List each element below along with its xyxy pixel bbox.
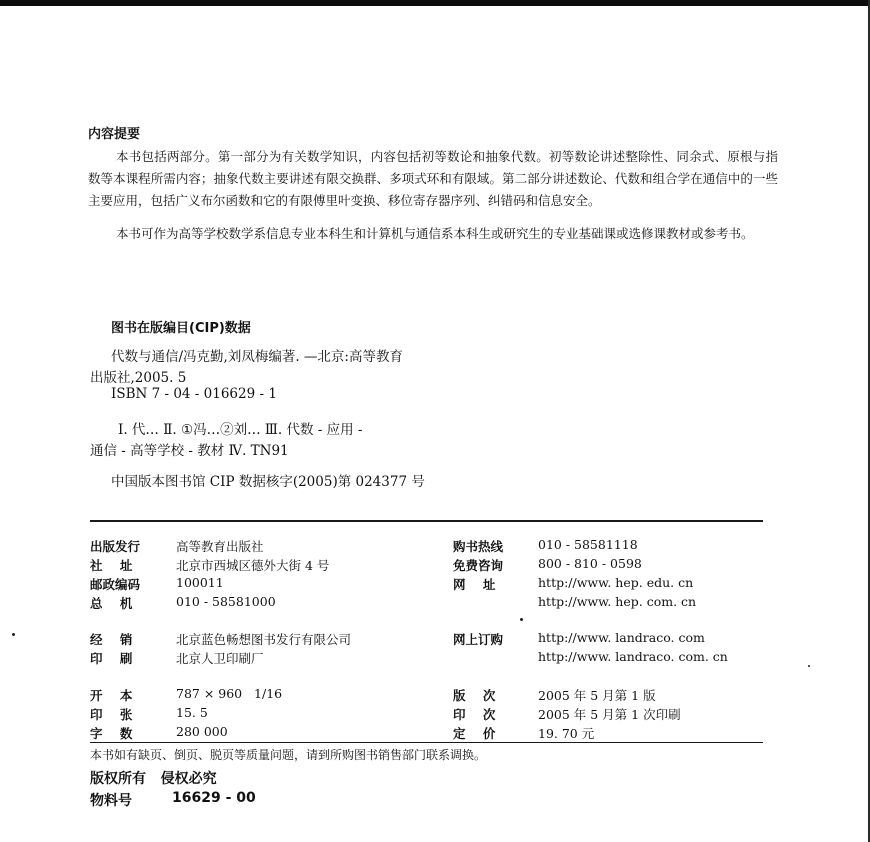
printing-value: 2005 年 5 月第 1 次印刷 (538, 707, 681, 722)
info-top-rule (90, 520, 763, 522)
online-order-link-1[interactable]: http://www. landraco. com (538, 630, 705, 645)
sheets-label: 印 张 (90, 707, 133, 722)
format-label: 开 本 (90, 688, 133, 703)
address-value: 北京市西城区德外大街 4 号 (176, 558, 330, 573)
scan-speck (12, 633, 15, 636)
edition-label: 版 次 (453, 688, 496, 703)
top-scan-border (0, 0, 870, 6)
cip-line-1: 代数与通信/冯克勤,刘凤梅编著. —北京:高等教育 (111, 349, 403, 365)
switchboard-label: 总 机 (90, 596, 133, 611)
postcode-value: 100011 (176, 575, 224, 590)
summary-paragraph-2: 本书可作为高等学校数学系信息专业本科生和计算机与通信系本科生或研究生的专业基础课或选修课教材或参考书。 (116, 226, 754, 241)
postcode-label: 邮政编码 (90, 577, 141, 592)
publisher-value: 高等教育出版社 (176, 539, 264, 554)
scan-speck (520, 618, 523, 621)
material-number-value: 16629 - 00 (172, 790, 256, 806)
cip-line-2: 出版社,2005. 5 (90, 370, 187, 386)
words-label: 字 数 (90, 726, 133, 741)
website-label: 网 址 (453, 577, 496, 592)
online-order-link-2[interactable]: http://www. landraco. com. cn (538, 649, 728, 664)
distributor-value: 北京蓝色畅想图书发行有限公司 (176, 632, 352, 647)
consult-label: 免费咨询 (453, 558, 504, 573)
summary-paragraph-1: 本书包括两部分。第一部分为有关数学知识，内容包括初等数论和抽象代数。初等数论讲述整除性、同余式、原根与指数等本课程所需内容；抽象代数主要讲述有限交换群、多项式环和有限域。第二部分讲述数论、代数和组合学在通信中的一些主要应用，包括广义布尔函数和它的有限傅里叶变换、移位寄存器序列、纠错码和信息安全。 (88, 149, 778, 208)
price-label: 定 价 (453, 726, 496, 741)
consult-value: 800 - 810 - 0598 (538, 556, 642, 571)
scan-speck (808, 665, 810, 667)
switchboard-value: 010 - 58581000 (176, 594, 276, 609)
words-value: 280 000 (176, 724, 228, 739)
copyright-notice: 版权所有 侵权必究 (90, 771, 217, 787)
price-value: 19. 70 元 (538, 726, 595, 741)
cip-subject-line-2: 通信 - 高等学校 - 教材 Ⅳ. TN91 (90, 443, 289, 459)
edition-value: 2005 年 5 月第 1 版 (538, 688, 656, 703)
material-number-label: 物料号 (90, 793, 132, 809)
quality-notice: 本书如有缺页、倒页、脱页等质量问题，请到所购图书销售部门联系调换。 (90, 748, 487, 762)
address-label: 社 址 (90, 558, 133, 573)
website-link-1[interactable]: http://www. hep. edu. cn (538, 575, 694, 590)
hotline-label: 购书热线 (453, 539, 504, 554)
cip-subject-line-1: Ⅰ. 代… Ⅱ. ①冯…②刘… Ⅲ. 代数 - 应用 - (118, 422, 363, 438)
printer-label: 印 刷 (90, 651, 133, 666)
info-bottom-rule (90, 742, 763, 743)
printing-label: 印 次 (453, 707, 496, 722)
printer-value: 北京人卫印刷厂 (176, 651, 264, 666)
summary-title: 内容提要 (88, 127, 141, 142)
cip-verification: 中国版本图书馆 CIP 数据核字(2005)第 024377 号 (111, 474, 425, 490)
publisher-label: 出版发行 (90, 539, 141, 554)
format-value: 787 × 960 1/16 (176, 686, 283, 701)
online-order-label: 网上订购 (453, 632, 504, 647)
distributor-label: 经 销 (90, 632, 133, 647)
website-link-2[interactable]: http://www. hep. com. cn (538, 594, 697, 609)
cip-isbn: ISBN 7 - 04 - 016629 - 1 (111, 386, 277, 402)
hotline-value: 010 - 58581118 (538, 537, 638, 552)
sheets-value: 15. 5 (176, 705, 208, 720)
cip-title: 图书在版编目(CIP)数据 (111, 321, 251, 336)
